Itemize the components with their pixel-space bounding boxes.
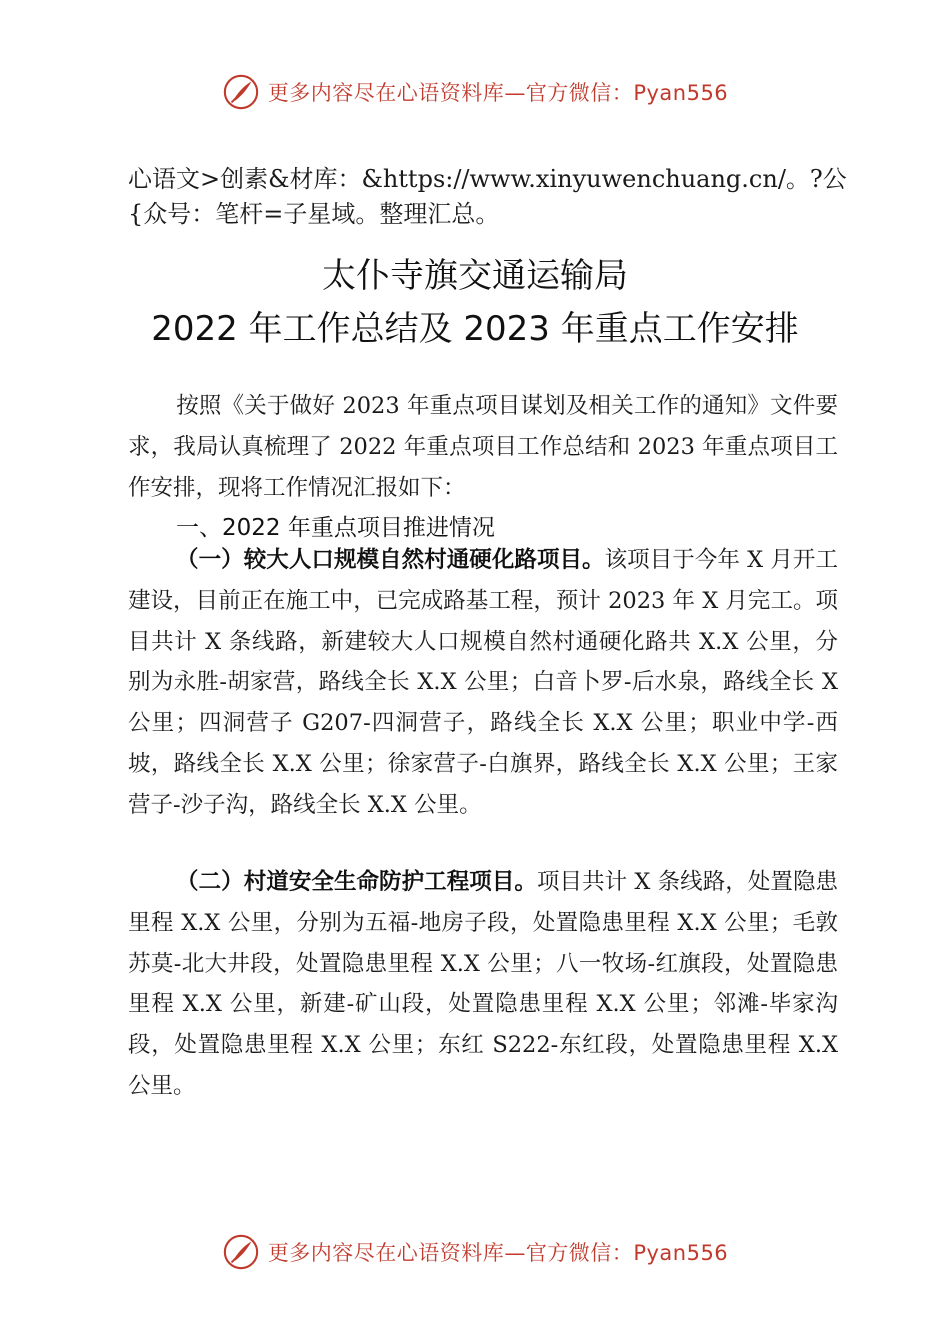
document-title-line2: 2022 年工作总结及 2023 年重点工作安排 [151, 309, 799, 349]
banner-text: 更多内容尽在心语资料库—官方微信：Pyan556 [267, 1241, 729, 1265]
banner-text: 更多内容尽在心语资料库—官方微信：Pyan556 [267, 81, 729, 105]
intro-paragraph [128, 386, 838, 508]
header-banner [0, 72, 950, 112]
source-note: 心语文>创素&材库：&https://www.xinyuwenchuang.cn/。?公{众号：笔杆=子星域。整理汇总。 [128, 165, 847, 228]
item-2-heading: （二）村道安全生命防护工程项目。 [176, 869, 537, 895]
document-title-line1: 太仆寺旗交通运输局 [322, 256, 628, 296]
feather-pen-logo-icon [222, 73, 260, 111]
footer-banner [0, 1232, 950, 1272]
item-1-body: 该项目于今年 X 月开工建设，目前正在施工中，已完成路基工程，预计 2023 年 X 月完工。项目共计 X 条线路，新建较大人口规模自然村通硬化路共 X.X 公里，分别为永胜-胡家营，路线全长 X.X 公里；白音卜罗-后水泉，路线全长 X 公里；四洞营子 G207-四洞营子，路线全长 X.X 公里；职业中学-西坡，路线全长 X.X 公里；徐家营子-白旗界，路线全长 X.X 公里；王家营子-沙子沟，路线全长 X.X 公里。 [128, 547, 838, 818]
item-2-body: 项目共计 X 条线路，处置隐患里程 X.X 公里，分别为五福-地房子段，处置隐患里程 X.X 公里；毛敦苏莫-北大井段，处置隐患里程 X.X 公里；八一牧场-红旗段，处置隐患里程 X.X 公里，新建-矿山段，处置隐患里程 X.X 公里；邻滩-毕家沟段，处置隐患里程 X.X 公里；东红 S222-东红段，处置隐患里程 X.X 公里。 [128, 869, 838, 1099]
intro-text: 按照《关于做好 2023 年重点项目谋划及相关工作的通知》文件要求，我局认真梳理了 2022 年重点项目工作总结和 2023 年重点项目工作安排，现将工作情况汇报如下： [128, 393, 838, 501]
item-1-paragraph [128, 540, 838, 826]
item-2-paragraph [128, 862, 838, 1107]
item-1-heading: （一）较大人口规模自然村通硬化路项目。 [176, 547, 605, 573]
section-heading-1: 一、2022 年重点项目推进情况 [176, 515, 495, 541]
feather-pen-logo-icon [222, 1233, 260, 1271]
